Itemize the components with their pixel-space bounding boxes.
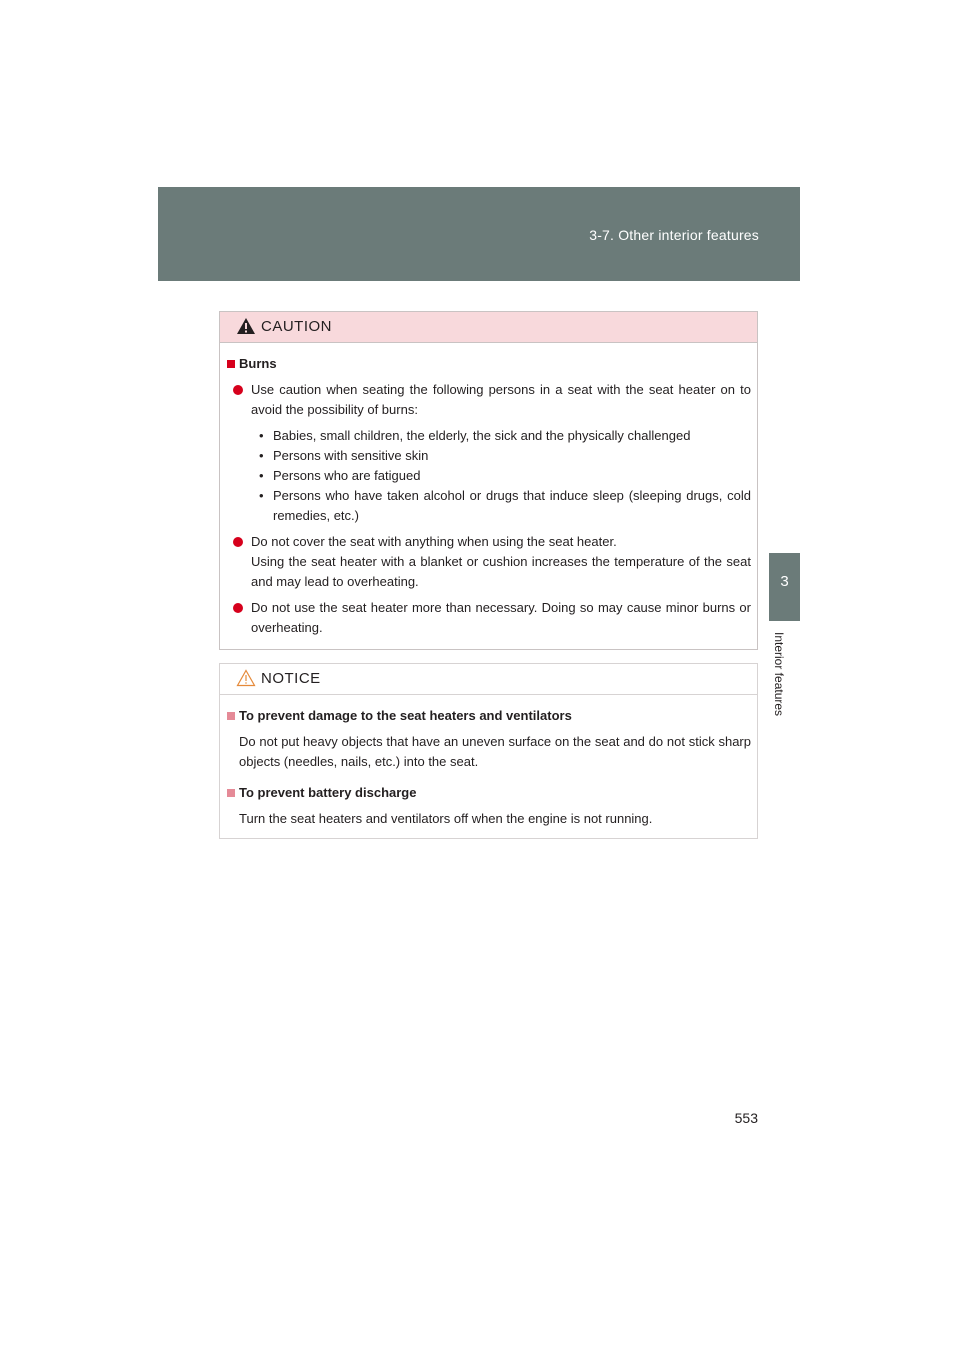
warning-outline-icon: [236, 669, 256, 687]
caution-bullet-1: Use caution when seating the following persons in a seat with the seat heater on to avoid the possibility of burns:: [227, 380, 751, 420]
notice-heading-2: To prevent battery discharge: [227, 783, 751, 803]
caution-sub-item: • Persons who are fatigued: [259, 468, 421, 483]
square-bullet-icon: [227, 712, 235, 720]
caution-sub-item: • Babies, small children, the elderly, the sick and the physically challenged: [259, 428, 691, 443]
chapter-label-text: Interior features: [772, 632, 786, 717]
notice-text-2: Turn the seat heaters and ventilators off when the engine is not running.: [239, 811, 653, 826]
notice-title: NOTICE: [261, 670, 321, 687]
warning-icon: [236, 317, 256, 335]
caution-box: [219, 311, 758, 650]
caution-sub-item: • Persons who have taken alcohol or drugs that induce sleep (sleeping drugs, cold remedies, etc.): [259, 488, 751, 523]
notice-box: [219, 663, 758, 839]
chapter-label: [772, 632, 800, 732]
caution-title: CAUTION: [261, 318, 332, 335]
caution-sub-item: • Persons with sensitive skin: [259, 448, 429, 463]
caution-header: [220, 312, 757, 343]
dot-bullet-icon: [233, 385, 243, 395]
notice-header: [220, 664, 757, 695]
caution-bullet-3: Do not use the seat heater more than necessary. Doing so may cause minor burns or overheating.: [227, 598, 751, 638]
section-title: 3-7. Other interior features: [589, 227, 759, 243]
notice-heading-1: To prevent damage to the seat heaters and ventilators: [227, 706, 751, 726]
dot-bullet-icon: [233, 603, 243, 613]
chapter-number: 3: [780, 573, 789, 590]
chapter-tab: [769, 553, 800, 621]
caution-heading: Burns: [227, 354, 751, 374]
page-number: 553: [734, 1110, 758, 1126]
caution-bullet-2: Do not cover the seat with anything when using the seat heater. Using the seat heater with a blanket or cushion increases the temperature of the seat and may lead to overheating.: [227, 532, 751, 592]
square-bullet-icon: [227, 789, 235, 797]
notice-text-1: Do not put heavy objects that have an uneven surface on the seat and do not stick sharp objects (needles, nails, etc.) into the seat.: [239, 734, 751, 769]
dot-bullet-icon: [233, 537, 243, 547]
square-bullet-icon: [227, 360, 235, 368]
header-band: [158, 187, 800, 281]
